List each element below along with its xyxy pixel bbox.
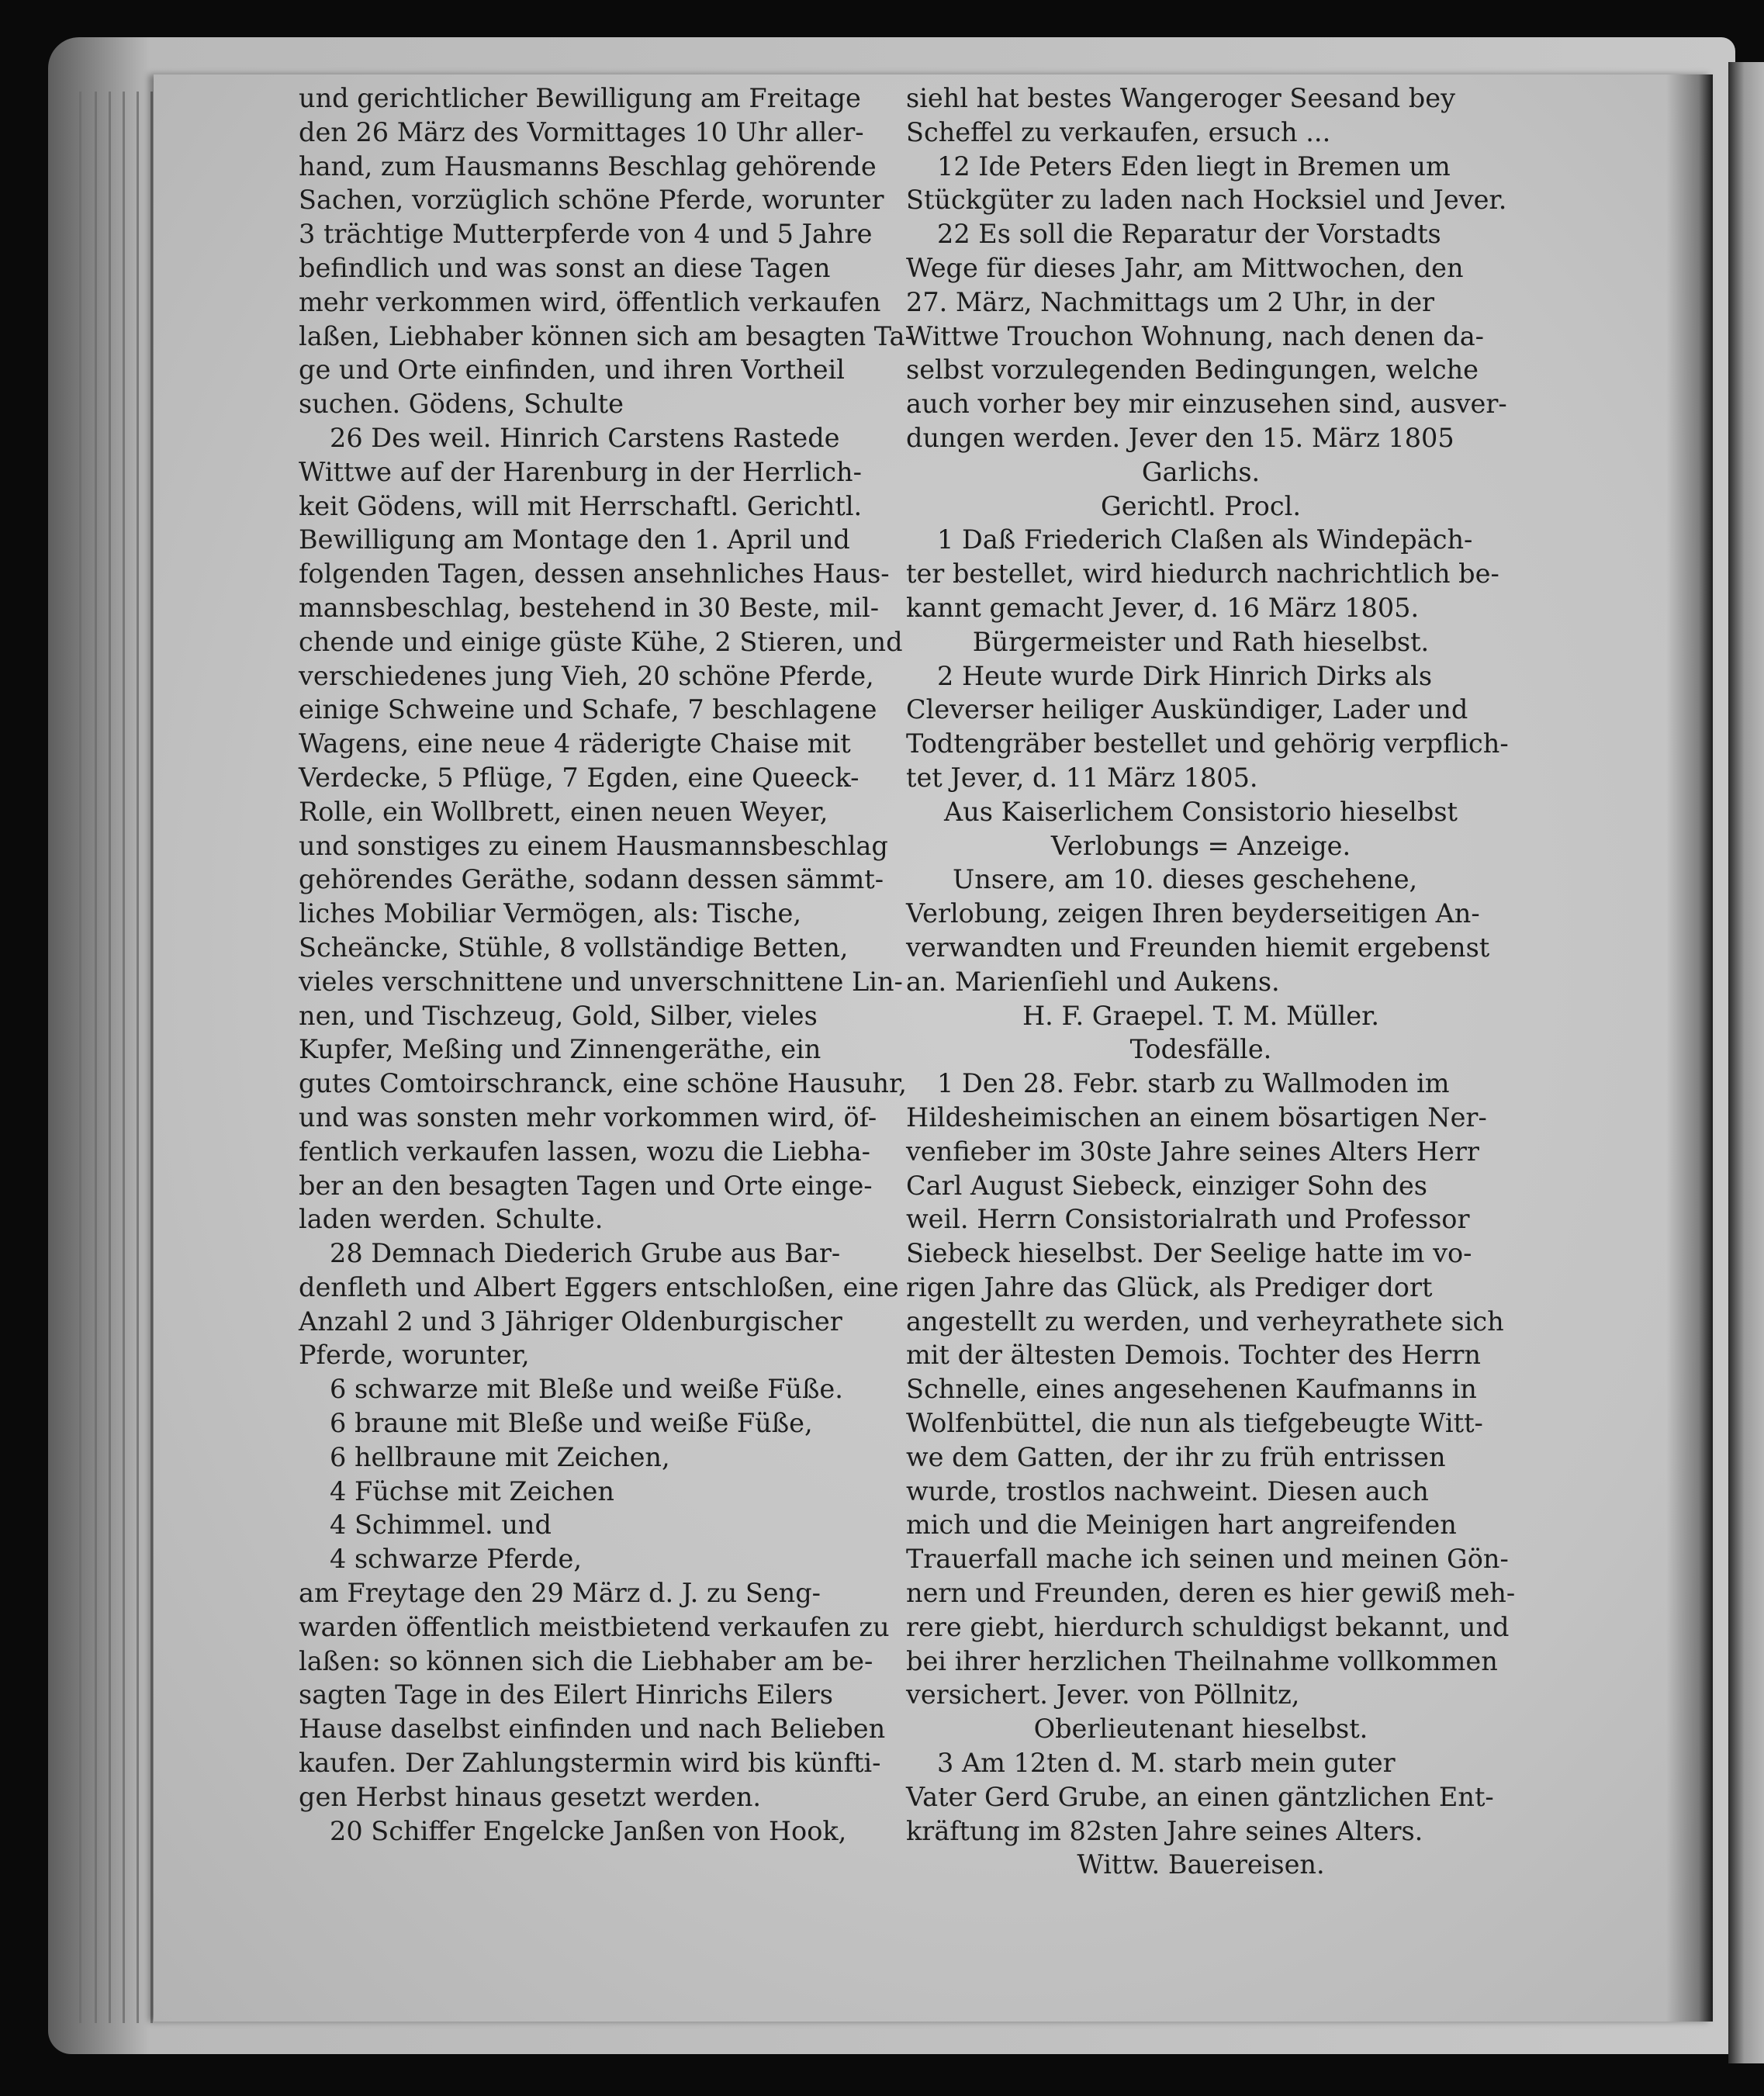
text-line: bei ihrer herzlichen Theilnahme vollkommen bbox=[906, 1645, 1498, 1676]
text-line: weil. Herrn Consistorialrath und Professor bbox=[906, 1204, 1470, 1235]
book-gutter bbox=[1666, 74, 1713, 2022]
text-line: chende und einige güste Kühe, 2 Stieren, und bbox=[299, 626, 903, 657]
text-line: vieles verschnittene und unverschnittene Lin- bbox=[299, 966, 903, 997]
page-edge bbox=[137, 92, 139, 2023]
text-line: Verlobung, zeigen Ihren beyderseitigen An- bbox=[906, 898, 1480, 929]
signature-line: suchen. Gödens, Schulte bbox=[299, 389, 624, 420]
right-column bbox=[906, 81, 1516, 1882]
text-line: ter bestellet, wird hiedurch nachrichtlich be- bbox=[906, 559, 1499, 590]
list-item: 6 braune mit Bleße und weiße Füße, bbox=[330, 1408, 813, 1439]
text-line: Siebeck hieselbst. Der Seelige hatte im vo- bbox=[906, 1238, 1472, 1269]
signature-line: Bürgermeister und Rath hieselbst. bbox=[972, 626, 1430, 657]
text-line: am Freytage den 29 März d. J. zu Seng- bbox=[299, 1578, 821, 1609]
text-line: warden öffentlich meistbietend verkaufen zu bbox=[299, 1611, 890, 1642]
text-line: ber an den besagten Tagen und Orte einge- bbox=[299, 1170, 873, 1201]
signature-line: Wittw. Bauereisen. bbox=[1077, 1849, 1325, 1880]
text-line: rere giebt, hierdurch schuldigst bekannt, und bbox=[906, 1611, 1510, 1642]
text-line: laßen: so können sich die Liebhaber am be- bbox=[299, 1645, 873, 1676]
text-line: nern und Freunden, deren es hier gewiß meh- bbox=[906, 1578, 1516, 1609]
text-line: Scheffel zu verkaufen, ersuch ... bbox=[906, 116, 1331, 147]
text-line: 27. März, Nachmittags um 2 Uhr, in der bbox=[906, 286, 1435, 317]
text-line: 3 trächtige Mutterpferde von 4 und 5 Jahre bbox=[299, 219, 873, 250]
text-line: verschiedenes jung Vieh, 20 schöne Pferde, bbox=[299, 660, 874, 691]
text-line: kannt gemacht Jever, d. 16 März 1805. bbox=[906, 592, 1420, 623]
signature-line: Oberlieutenant hieselbst. bbox=[1033, 1714, 1368, 1745]
text-line: fentlich verkaufen lassen, wozu die Liebha- bbox=[299, 1136, 870, 1167]
notice-start: 12 Ide Peters Eden liegt in Bremen um bbox=[937, 150, 1451, 182]
text-line: Wittwe Trouchon Wohnung, nach denen da- bbox=[906, 320, 1484, 351]
notice-start: 26 Des weil. Hinrich Carstens Rastede bbox=[330, 422, 840, 453]
text-line: Wolfenbüttel, die nun als tiefgebeugte Witt- bbox=[906, 1408, 1483, 1439]
text-line: versichert. Jever. von Pöllnitz, bbox=[906, 1679, 1300, 1710]
text-line: Bewilligung am Montage den 1. April und bbox=[299, 524, 850, 555]
text-line: Hause daselbst einfinden und nach Belieben bbox=[299, 1714, 886, 1745]
text-line: venfieber im 30ste Jahre seines Alters Herr bbox=[906, 1136, 1479, 1167]
text-line: Wagens, eine neue 4 räderigte Chaise mit bbox=[299, 728, 851, 759]
text-line: denfleth und Albert Eggers entschloßen, eine bbox=[299, 1271, 899, 1302]
text-line: siehl hat bestes Wangeroger Seesand bey bbox=[906, 83, 1455, 113]
text-line: gen Herbst hinaus gesetzt werden. bbox=[299, 1781, 762, 1812]
text-line: Carl August Siebeck, einziger Sohn des bbox=[906, 1170, 1427, 1201]
text-line: kaufen. Der Zahlungstermin wird bis künfti- bbox=[299, 1748, 881, 1779]
section-heading: Todesfälle. bbox=[1129, 1034, 1272, 1065]
text-line: Vater Gerd Grube, an einen gäntzlichen Ent- bbox=[906, 1781, 1494, 1812]
notice-start: 2 Heute wurde Dirk Hinrich Dirks als bbox=[937, 660, 1433, 691]
text-line: folgenden Tagen, dessen ansehnliches Haus- bbox=[299, 559, 890, 590]
text-line: gehörendes Geräthe, sodann dessen sämmt- bbox=[299, 864, 884, 895]
text-line: Trauerfall mache ich seinen und meinen Gön- bbox=[906, 1544, 1509, 1575]
text-line: mich und die Meinigen hart angreifenden bbox=[906, 1510, 1457, 1541]
text-line: auch vorher bey mir einzusehen sind, ausver- bbox=[906, 389, 1507, 420]
text-line: ge und Orte einfinden, und ihren Vortheil bbox=[299, 355, 845, 386]
text-line: mannsbeschlag, bestehend in 30 Beste, mil- bbox=[299, 592, 880, 623]
list-item: 4 schwarze Pferde, bbox=[330, 1544, 582, 1575]
text-line: Hildesheimischen an einem bösartigen Ner- bbox=[906, 1102, 1487, 1133]
text-line: den 26 März des Vormittages 10 Uhr aller- bbox=[299, 116, 864, 147]
page-edge bbox=[150, 92, 153, 2023]
notice-start: 1 Den 28. Febr. starb zu Wallmoden im bbox=[937, 1068, 1450, 1099]
text-line: Rolle, ein Wollbrett, einen neuen Weyer, bbox=[299, 796, 828, 827]
text-line: laßen, Liebhaber können sich am besagten Ta- bbox=[299, 320, 914, 351]
signature-line: H. F. Graepel. T. M. Müller. bbox=[1022, 1000, 1380, 1031]
notice-start: 1 Daß Friederich Claßen als Windepäch- bbox=[937, 524, 1473, 555]
page-edge bbox=[109, 92, 111, 2023]
text-line: und gerichtlicher Bewilligung am Freitage bbox=[299, 83, 861, 113]
text-line: Todtengräber bestellet und gehörig verpflich- bbox=[906, 728, 1509, 759]
text-line: Stückgüter zu laden nach Hocksiel und Jever. bbox=[906, 185, 1507, 216]
text-line: und sonstiges zu einem Hausmannsbeschlag bbox=[299, 830, 888, 861]
text-line: kräftung im 82sten Jahre seines Alters. bbox=[906, 1815, 1423, 1846]
signature-line: Aus Kaiserlichem Consistorio hieselbst bbox=[944, 796, 1458, 827]
page-edge bbox=[123, 92, 125, 2023]
text-line: Scheäncke, Stühle, 8 vollständige Betten, bbox=[299, 932, 849, 963]
text-line: sagten Tage in des Eilert Hinrichs Eilers bbox=[299, 1679, 833, 1710]
section-heading: Verlobungs = Anzeige. bbox=[1050, 830, 1351, 861]
text-line: Pferde, worunter, bbox=[299, 1340, 530, 1371]
text-line: an. Marienſiehl und Aukens. bbox=[906, 966, 1280, 997]
text-line: Wege für dieses Jahr, am Mittwochen, den bbox=[906, 252, 1464, 283]
text-line: mit der ältesten Demois. Tochter des Herrn bbox=[906, 1340, 1481, 1371]
text-line: keit Gödens, will mit Herrschaftl. Gerichtl. bbox=[299, 490, 863, 521]
facing-page-edge bbox=[1728, 62, 1764, 2063]
text-line: Schnelle, eines angesehenen Kaufmanns in bbox=[906, 1374, 1477, 1405]
text-line: einige Schweine und Schafe, 7 beschlagene bbox=[299, 694, 877, 725]
text-line: Sachen, vorzüglich schöne Pferde, worunter bbox=[299, 185, 884, 216]
notice-start: Unsere, am 10. dieses geschehene, bbox=[953, 864, 1418, 895]
text-line: mehr verkommen wird, öffentlich verkaufen bbox=[299, 286, 881, 317]
text-line: dungen werden. Jever den 15. März 1805 bbox=[906, 422, 1454, 453]
text-line: Kupfer, Meßing und Zinnengeräthe, ein bbox=[299, 1034, 821, 1065]
text-line: gutes Comtoirschranck, eine schöne Hausuhr, bbox=[299, 1068, 907, 1099]
text-line: Cleverser heiliger Auskündiger, Lader und bbox=[906, 694, 1468, 725]
notice-start: 3 Am 12ten d. M. starb mein guter bbox=[937, 1748, 1396, 1779]
section-heading: Gerichtl. Procl. bbox=[1101, 490, 1301, 521]
notice-start: 22 Es soll die Reparatur der Vorstadts bbox=[937, 219, 1441, 250]
text-line: und was sonsten mehr vorkommen wird, öf- bbox=[299, 1102, 877, 1133]
notice-start: 28 Demnach Diederich Grube aus Bar- bbox=[330, 1238, 841, 1269]
text-line: tet Jever, d. 11 März 1805. bbox=[906, 762, 1258, 793]
text-line: befindlich und was sonst an diese Tagen bbox=[299, 252, 831, 283]
notice-start: 20 Schiffer Engelcke Janßen von Hook, bbox=[330, 1815, 847, 1846]
page-edge bbox=[95, 92, 97, 2023]
text-line: liches Mobiliar Vermögen, als: Tische, bbox=[299, 898, 802, 929]
list-item: 6 hellbraune mit Zeichen, bbox=[330, 1441, 670, 1472]
text-line: we dem Gatten, der ihr zu früh entrissen bbox=[906, 1441, 1446, 1472]
list-item: 4 Füchse mit Zeichen bbox=[330, 1475, 614, 1506]
text-line: hand, zum Hausmanns Beschlag gehörende bbox=[299, 150, 877, 182]
text-line: wurde, trostlos nachweint. Diesen auch bbox=[906, 1475, 1429, 1506]
text-line: nen, und Tischzeug, Gold, Silber, vieles bbox=[299, 1000, 818, 1031]
text-line: Anzahl 2 und 3 Jähriger Oldenburgischer bbox=[299, 1306, 842, 1337]
left-column bbox=[299, 81, 914, 1848]
text-line: angestellt zu werden, und verheyrathete sich bbox=[906, 1306, 1504, 1337]
signature-line: laden werden. Schulte. bbox=[299, 1204, 604, 1235]
list-item: 6 schwarze mit Bleße und weiße Füße. bbox=[330, 1374, 843, 1405]
text-line: rigen Jahre das Glück, als Prediger dort bbox=[906, 1271, 1433, 1302]
text-line: selbst vorzulegenden Bedingungen, welche bbox=[906, 355, 1479, 386]
signature-line: Garlichs. bbox=[1141, 456, 1261, 487]
text-line: verwandten und Freunden hiemit ergebenst bbox=[906, 932, 1490, 963]
text-line: Wittwe auf der Harenburg in der Herrlich- bbox=[299, 456, 862, 487]
list-item: 4 Schimmel. und bbox=[330, 1510, 552, 1541]
page-edge bbox=[79, 92, 81, 2023]
text-line: Verdecke, 5 Pflüge, 7 Egden, eine Queeck- bbox=[299, 762, 860, 793]
